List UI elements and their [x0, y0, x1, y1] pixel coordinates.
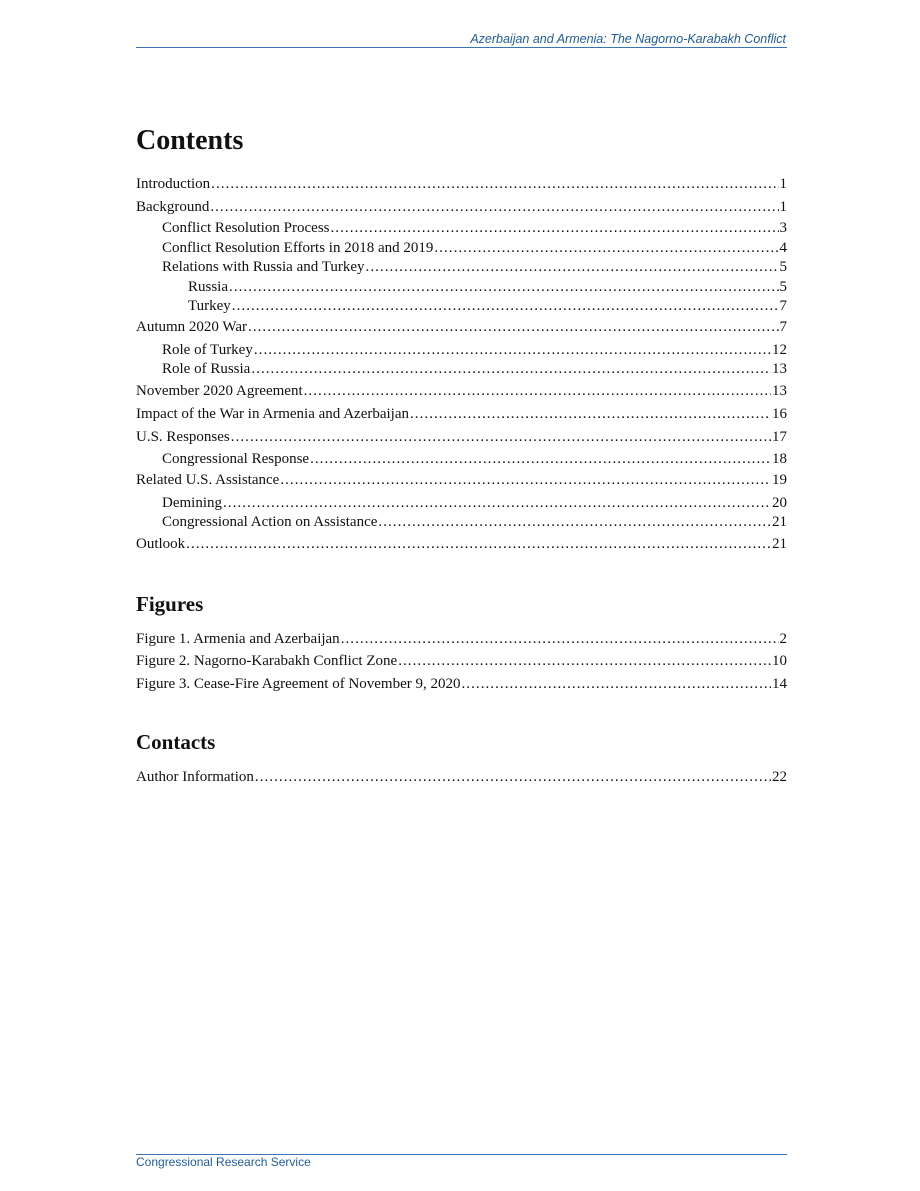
toc-leader-dots [186, 535, 771, 553]
footer-publisher: Congressional Research Service [136, 1155, 311, 1169]
toc-entry-impact-of-the-war[interactable] [136, 405, 787, 423]
toc-entry-page: 19 [772, 472, 787, 488]
contents-heading: Contents [136, 125, 244, 156]
toc-entry-page: 13 [772, 361, 787, 377]
toc-leader-dots [398, 652, 771, 670]
figures-heading: Figures [136, 592, 204, 616]
toc-entry-relations-russia-turkey[interactable] [162, 258, 787, 276]
toc-entry-page: 16 [772, 406, 787, 422]
toc-entry-label: Role of Turkey [162, 342, 253, 358]
header-rule [136, 47, 787, 48]
toc-entry-demining[interactable] [162, 494, 787, 512]
toc-entry-page: 5 [779, 259, 787, 275]
toc-entry-page: 21 [772, 514, 787, 530]
toc-entry-related-us-assistance[interactable] [136, 471, 787, 489]
toc-entry-label: Related U.S. Assistance [136, 472, 280, 488]
toc-entry-congressional-action-on-assistance[interactable] [162, 513, 787, 531]
toc-entry-november-2020-agreement[interactable] [136, 382, 787, 400]
toc-entry-label: Role of Russia [162, 361, 251, 377]
toc-entry-page: 1 [779, 199, 787, 215]
toc-leader-dots [331, 219, 779, 237]
figure-entry-page: 2 [779, 631, 787, 647]
toc-entry-label: Congressional Action on Assistance [162, 514, 378, 530]
toc-entry-role-of-russia[interactable] [162, 360, 787, 378]
toc-entry-background[interactable] [136, 198, 787, 216]
toc-entry-page: 3 [779, 220, 787, 236]
toc-entry-page: 1 [779, 176, 787, 192]
toc-entry-outlook[interactable] [136, 535, 787, 553]
toc-entry-label: Impact of the War in Armenia and Azerbaijan [136, 406, 409, 422]
toc-entry-label: Autumn 2020 War [136, 319, 248, 335]
toc-leader-dots [254, 341, 771, 359]
toc-entry-page: 17 [772, 429, 787, 445]
toc-entry-label: Turkey [188, 298, 231, 314]
toc-entry-label: Demining [162, 495, 222, 511]
figure-entry-label: Figure 3. Cease-Fire Agreement of November 9, 2020 [136, 676, 461, 692]
toc-leader-dots [434, 239, 778, 257]
toc-entry-label: Conflict Resolution Efforts in 2018 and 2019 [162, 240, 434, 256]
toc-leader-dots [304, 382, 771, 400]
toc-entry-label: Introduction [136, 176, 211, 192]
figure-entry-label: Figure 2. Nagorno-Karabakh Conflict Zone [136, 653, 398, 669]
toc-leader-dots [462, 675, 772, 693]
toc-entry-introduction[interactable] [136, 175, 787, 193]
toc-entry-autumn-2020-war[interactable] [136, 318, 787, 336]
toc-entry-role-of-turkey[interactable] [162, 341, 787, 359]
toc-entry-page: 12 [772, 342, 787, 358]
toc-entry-congressional-response[interactable] [162, 450, 787, 468]
contact-entry-label: Author Information [136, 769, 254, 785]
toc-leader-dots [366, 258, 779, 276]
toc-entry-label: Russia [188, 279, 229, 295]
toc-entry-turkey[interactable] [188, 297, 787, 315]
toc-leader-dots [223, 494, 771, 512]
figure-entry-label: Figure 1. Armenia and Azerbaijan [136, 631, 340, 647]
toc-leader-dots [341, 630, 779, 648]
contacts-heading: Contacts [136, 730, 216, 754]
figure-entry-2[interactable] [136, 652, 787, 670]
figure-entry-1[interactable] [136, 630, 787, 648]
toc-entry-page: 21 [772, 536, 787, 552]
toc-entry-page: 7 [779, 298, 787, 314]
running-header-title: Azerbaijan and Armenia: The Nagorno-Karabakh Conflict [470, 32, 786, 46]
toc-entry-conflict-resolution-process[interactable] [162, 219, 787, 237]
toc-entry-page: 20 [772, 495, 787, 511]
toc-entry-russia[interactable] [188, 278, 787, 296]
contact-entry-page: 22 [772, 769, 787, 785]
toc-leader-dots [229, 278, 778, 296]
figure-entry-page: 10 [772, 653, 787, 669]
toc-leader-dots [310, 450, 771, 468]
toc-entry-page: 18 [772, 451, 787, 467]
toc-entry-page: 13 [772, 383, 787, 399]
toc-leader-dots [232, 297, 779, 315]
toc-leader-dots [210, 198, 778, 216]
toc-entry-label: Congressional Response [162, 451, 310, 467]
toc-entry-conflict-resolution-efforts[interactable] [162, 239, 787, 257]
toc-entry-label: Conflict Resolution Process [162, 220, 330, 236]
toc-entry-page: 4 [779, 240, 787, 256]
toc-entry-label: November 2020 Agreement [136, 383, 303, 399]
toc-leader-dots [410, 405, 771, 423]
toc-entry-label: Relations with Russia and Turkey [162, 259, 365, 275]
toc-entry-us-responses[interactable] [136, 428, 787, 446]
figure-entry-page: 14 [772, 676, 787, 692]
toc-leader-dots [251, 360, 771, 378]
toc-leader-dots [255, 768, 771, 786]
contact-entry-author-information[interactable] [136, 768, 787, 786]
toc-leader-dots [231, 428, 771, 446]
toc-leader-dots [378, 513, 771, 531]
figure-entry-3[interactable] [136, 675, 787, 693]
toc-entry-label: Outlook [136, 536, 186, 552]
toc-leader-dots [211, 175, 778, 193]
toc-entry-label: U.S. Responses [136, 429, 230, 445]
toc-entry-page: 5 [779, 279, 787, 295]
toc-entry-label: Background [136, 199, 210, 215]
toc-leader-dots [280, 471, 771, 489]
toc-entry-page: 7 [779, 319, 787, 335]
toc-leader-dots [248, 318, 778, 336]
